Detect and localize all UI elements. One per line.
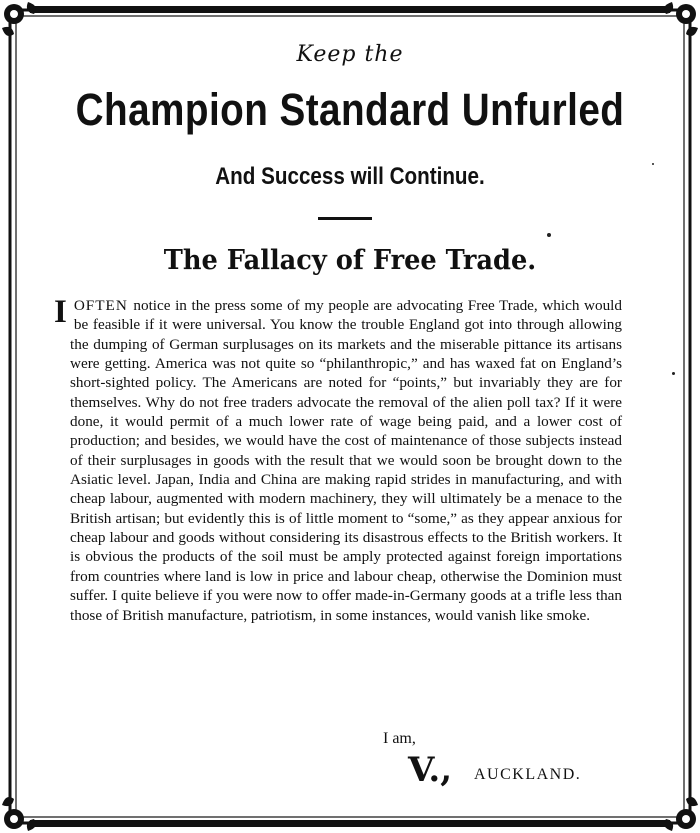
signature: V., bbox=[408, 750, 453, 790]
body-paragraph bbox=[54, 294, 622, 625]
signature-place: AUCKLAND. bbox=[474, 766, 582, 783]
drop-cap: I bbox=[54, 294, 67, 330]
print-speck bbox=[652, 163, 654, 165]
closing-line: I am, bbox=[383, 730, 416, 747]
lead-word: OFTEN bbox=[73, 297, 134, 314]
print-speck bbox=[672, 372, 675, 375]
divider-rule bbox=[318, 217, 372, 220]
headline: Champion Standard Unfurled bbox=[75, 84, 625, 135]
subheadline: And Success will Continue. bbox=[215, 163, 485, 190]
print-speck bbox=[547, 233, 551, 237]
kicker-line: Keep the bbox=[296, 42, 404, 67]
section-title: The Fallacy of Free Trade. bbox=[163, 245, 537, 276]
body-text: notice in the press some of my people are advocating Free Trade, which would be feasible if it were universal. You know the trouble England got into through allowing the dumping of German surplusages on its markets and the miserable pittance its artisans were getting. America was not quite so “philanthropic,” and has waxed fat on England’s short-sighted policy. The Americans are noted for “points,” but invariably they are for themselves. Why do not free traders advocate the removal of the alien poll tax? If it were done, it would permit of a much lower rate of wage being paid, and a lower cost of production; and besides, we would have the cost of maintenance of those subjects instead of their surplusages in goods with the result that we would soon be brought down to the Asiatic level. Japan, India and China are making rapid strides in manufacturing, and with cheap labour, augmented with modern machinery, they will ultimately be a menace to the British artisan; but evidently this is of little moment to “some,” as they appear anxious for cheap labour and goods without considering its disastrous effects to the British workers. It is obvious the products of the soil must be amply protected against foreign importations from countries where land is low in price and labour cheap, otherwise the Dominion must suffer. I quite believe if you were now to offer made-in-Germany goods at a trifle less than those of British manufacture, patriotism, in some instances, would vanish like smoke. bbox=[70, 297, 622, 624]
